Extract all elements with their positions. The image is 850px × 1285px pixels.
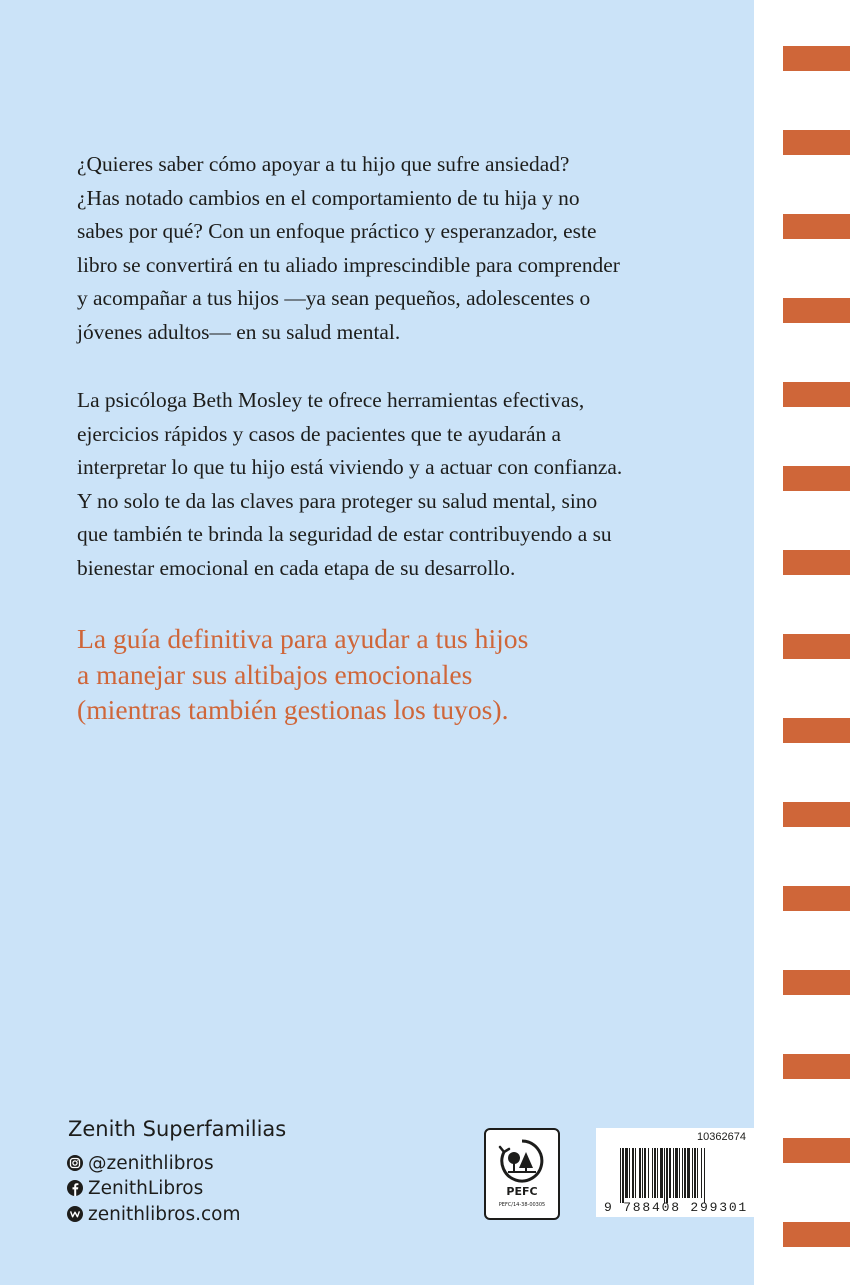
stripe: [783, 46, 850, 71]
stripe: [783, 466, 850, 491]
text-line: La psicóloga Beth Mosley te ofrece herramientas efectivas,: [77, 388, 585, 412]
barcode-bar: [657, 1148, 658, 1198]
pefc-emblem-icon: [498, 1138, 546, 1184]
facebook-icon: [67, 1180, 83, 1196]
tagline-line: La guía definitiva para ayudar a tus hijos: [77, 623, 529, 654]
stripe: [783, 130, 850, 155]
barcode-bar: [629, 1148, 630, 1198]
tagline-line: a manejar sus altibajos emocionales: [77, 658, 473, 690]
stripe: [783, 1138, 850, 1163]
text-line: ejercicios rápidos y casos de pacientes que te ayudarán a: [77, 421, 562, 446]
stripe: [783, 1222, 850, 1247]
pefc-label: PEFC: [506, 1185, 538, 1198]
text-line: bienestar emocional en cada etapa de su desarrollo.: [77, 555, 516, 580]
description-paragraph-2: [77, 384, 717, 585]
stripe: [783, 382, 850, 407]
barcode-bar: [694, 1148, 696, 1198]
barcode-bar: [648, 1148, 649, 1198]
instagram-icon: [67, 1155, 83, 1171]
barcode-bar: [666, 1148, 668, 1203]
barcode-bar: [622, 1148, 624, 1203]
barcode-bar: [635, 1148, 636, 1198]
instagram-handle: [67, 1151, 214, 1175]
description-paragraph-1: [77, 148, 717, 349]
barcode-bar: [632, 1148, 634, 1198]
stripe: [783, 298, 850, 323]
barcode-product-code: 10362674: [697, 1131, 746, 1143]
barcode: [596, 1128, 754, 1217]
tagline: [77, 621, 737, 728]
barcode-bar: [669, 1148, 671, 1198]
tagline-line: (mientras también gestionas los tuyos).: [77, 694, 509, 725]
stripe: [783, 550, 850, 575]
barcode-bar: [687, 1148, 690, 1198]
barcode-bar: [644, 1148, 646, 1198]
pefc-code: PEFC/14-38-00305: [498, 1202, 546, 1208]
text-line: Y no solo te da las claves para proteger su salud mental, sino: [77, 488, 598, 513]
facebook-handle: [67, 1176, 203, 1200]
barcode-bar: [692, 1148, 693, 1198]
stripe: [783, 214, 850, 239]
facebook-text: ZenithLibros: [88, 1177, 204, 1199]
text-line: interpretar lo que tu hijo está viviendo y a actuar con confianza.: [77, 455, 623, 479]
text-line: ¿Has notado cambios en el comportamiento de tu hija y no: [77, 185, 580, 210]
barcode-bar: [639, 1148, 641, 1198]
barcode-bar: [620, 1148, 621, 1203]
instagram-text: @zenithlibros: [88, 1152, 214, 1174]
barcode-bar: [660, 1148, 663, 1198]
barcode-bar: [704, 1148, 705, 1203]
website-link: [67, 1202, 241, 1226]
pefc-logo: [484, 1128, 560, 1220]
text-line: libro se convertirá en tu aliado imprescindible para comprender: [77, 252, 620, 277]
text-line: y acompañar a tus hijos —ya sean pequeños, adolescentes o: [77, 286, 591, 310]
barcode-bar: [654, 1148, 656, 1198]
barcode-bar: [625, 1148, 628, 1198]
stripe: [783, 886, 850, 911]
text-line: que también te brinda la seguridad de estar contribuyendo a su: [77, 522, 612, 546]
imprint-name: Zenith Superfamilias: [68, 1117, 287, 1141]
stripe: [783, 1054, 850, 1079]
barcode-bar: [675, 1148, 678, 1198]
barcode-bar: [664, 1148, 665, 1203]
stripe: [783, 970, 850, 995]
barcode-bar: [642, 1148, 643, 1198]
barcode-bar: [679, 1148, 680, 1198]
barcode-bar: [652, 1148, 653, 1198]
barcode-bar: [701, 1148, 702, 1198]
barcode-bar: [684, 1148, 686, 1198]
stripe: [783, 802, 850, 827]
barcode-bar: [697, 1148, 698, 1198]
stripe: [783, 718, 850, 743]
web-icon: [67, 1206, 83, 1222]
text-line: ¿Quieres saber cómo apoyar a tu hijo que sufre ansiedad?: [77, 152, 570, 176]
text-line: sabes por qué? Con un enfoque práctico y esperanzador, este: [77, 219, 597, 243]
barcode-bar: [673, 1148, 674, 1198]
text-line: jóvenes adultos— en su salud mental.: [77, 319, 401, 344]
stripe: [783, 634, 850, 659]
website-text: zenithlibros.com: [88, 1203, 241, 1225]
decorative-stripes: [783, 0, 850, 1285]
isbn-digits: 9 788408 299301: [604, 1200, 749, 1215]
barcode-bar: [682, 1148, 683, 1198]
